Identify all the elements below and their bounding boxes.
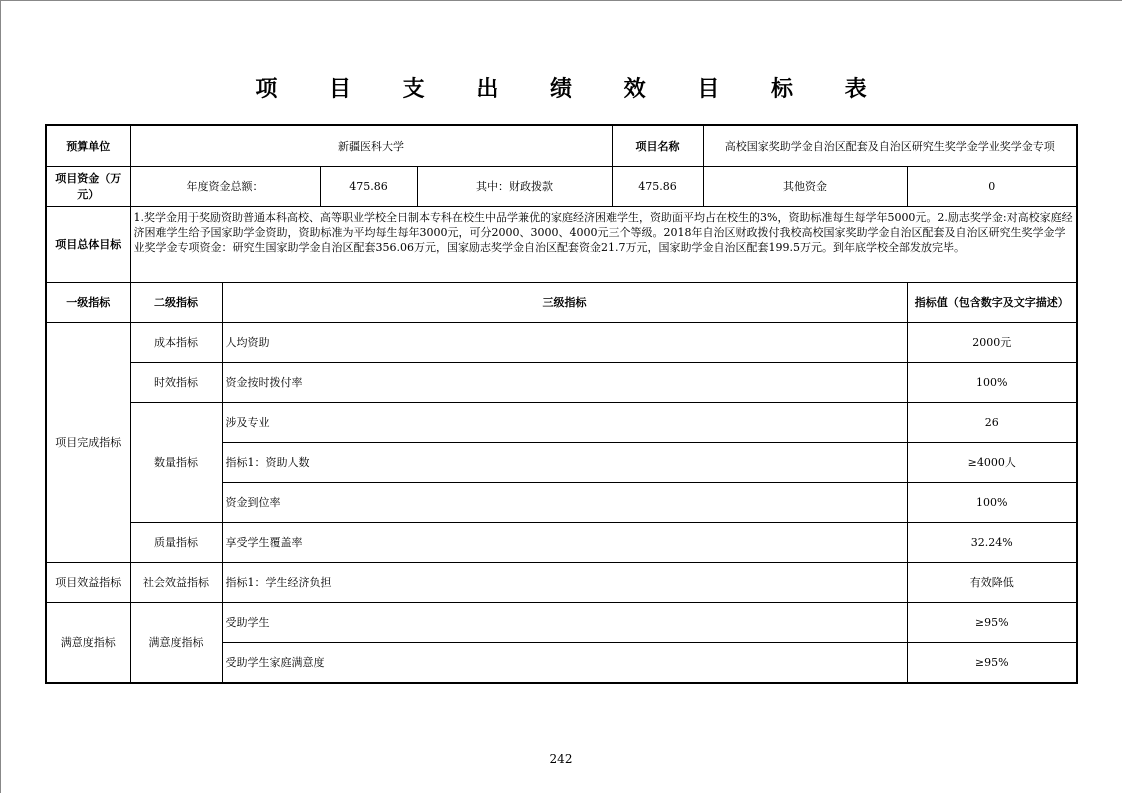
level3-cell: 涉及专业 <box>222 402 907 442</box>
value-cell: 26 <box>907 402 1077 442</box>
group-satisfaction: 满意度指标 <box>46 602 130 683</box>
level3-cell: 资金到位率 <box>222 482 907 522</box>
level2-cell: 质量指标 <box>130 522 222 562</box>
project-name-label: 项目名称 <box>612 125 703 166</box>
other-funds-value: 0 <box>907 166 1077 206</box>
page-frame-top <box>0 0 1122 1</box>
value-cell: 32.24% <box>907 522 1077 562</box>
value-cell: ≥95% <box>907 602 1077 642</box>
table-row <box>46 562 1077 602</box>
fiscal-label: 其中：财政拨款 <box>417 166 612 206</box>
level3-cell: 受助学生 <box>222 602 907 642</box>
overall-goal-text: 1.奖学金用于奖励资助普通本科高校、高等职业学校全日制本专科在校生中品学兼优的家庭经济困难学生，资助面平均占在校生的3%，资助标准每生每学年5000元。2.励志奖学金:对高校家庭经济困难学生给予国家助学金资助，资助标准为平均每生每年3000元，可分2000、3000、4000元三个等级。2018年自治区财政拨付我校高校国家奖助学金自治区配套及自治区研究生奖学金学业奖学金专项资金：研究生国家助学金自治区配套356.06万元，国家励志奖学金自治区配套资金21.7万元，国家助学金自治区配套199.5万元。到年底学校全部发放完毕。 <box>130 206 1077 282</box>
value-cell: ≥95% <box>907 642 1077 683</box>
annual-total-label: 年度资金总额： <box>130 166 320 206</box>
value-cell: 有效降低 <box>907 562 1077 602</box>
page-title: 项 目 支 出 绩 效 目 标 表 <box>255 77 889 102</box>
level2-cell: 满意度指标 <box>130 602 222 683</box>
table-row <box>46 602 1077 642</box>
value-cell: ≥4000人 <box>907 442 1077 482</box>
goal-row <box>46 206 1077 282</box>
annual-total-value: 475.86 <box>320 166 417 206</box>
project-funds-label: 项目资金（万元） <box>46 166 130 206</box>
fiscal-value: 475.86 <box>612 166 703 206</box>
level3-cell: 指标1：学生经济负担 <box>222 562 907 602</box>
level3-cell: 资金按时拨付率 <box>222 362 907 402</box>
group-benefit: 项目效益指标 <box>46 562 130 602</box>
group-completion: 项目完成指标 <box>46 322 130 562</box>
other-funds-label: 其他资金 <box>703 166 907 206</box>
col-level3-header: 三级指标 <box>222 282 907 322</box>
level3-cell: 受助学生家庭满意度 <box>222 642 907 683</box>
value-cell: 2000元 <box>907 322 1077 362</box>
col-level1-header: 一级指标 <box>46 282 130 322</box>
value-cell: 100% <box>907 362 1077 402</box>
column-header-row <box>46 282 1077 322</box>
level3-cell: 指标1：资助人数 <box>222 442 907 482</box>
level2-cell: 社会效益指标 <box>130 562 222 602</box>
col-value-header: 指标值（包含数字及文字描述） <box>907 282 1077 322</box>
project-name-value: 高校国家奖助学金自治区配套及自治区研究生奖学金学业奖学金专项 <box>703 125 1077 166</box>
table-row <box>46 402 1077 442</box>
header-row <box>46 125 1077 166</box>
level3-cell: 享受学生覆盖率 <box>222 522 907 562</box>
value-cell: 100% <box>907 482 1077 522</box>
budget-unit-value: 新疆医科大学 <box>130 125 612 166</box>
table-row <box>46 362 1077 402</box>
col-level2-header: 二级指标 <box>130 282 222 322</box>
budget-unit-label: 预算单位 <box>46 125 130 166</box>
page-number: 242 <box>549 752 573 766</box>
table-row <box>46 322 1077 362</box>
funds-row <box>46 166 1077 206</box>
page-frame-left <box>0 0 1 793</box>
level3-cell: 人均资助 <box>222 322 907 362</box>
overall-goal-label: 项目总体目标 <box>46 206 130 282</box>
performance-table <box>45 124 1078 684</box>
level2-cell: 数量指标 <box>130 402 222 522</box>
level2-cell: 时效指标 <box>130 362 222 402</box>
table-row <box>46 522 1077 562</box>
level2-cell: 成本指标 <box>130 322 222 362</box>
